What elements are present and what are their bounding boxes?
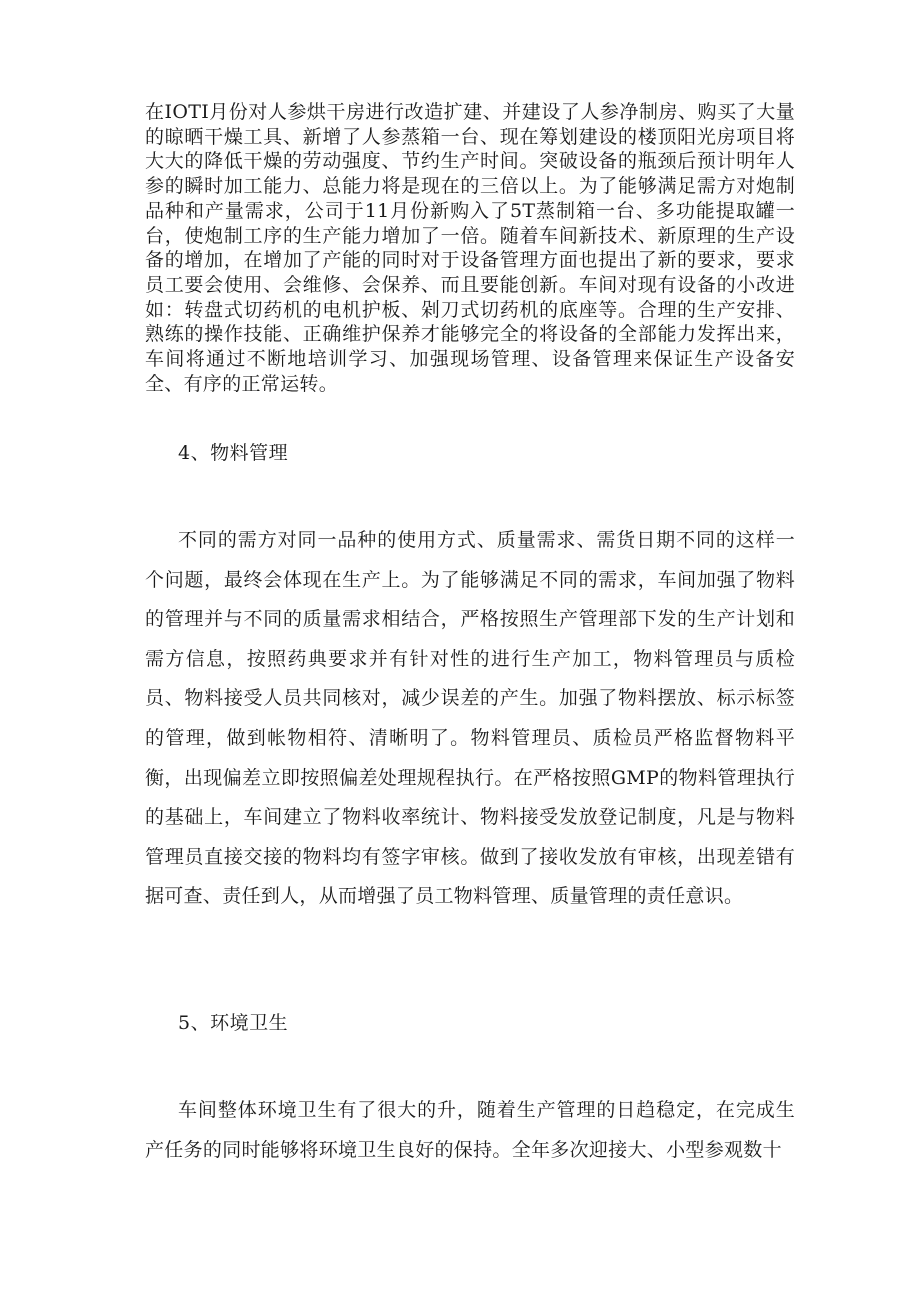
section-heading-material-management: 4、物料管理: [178, 442, 289, 464]
paragraph-equipment-management: 在IOTI月份对人参烘干房进行改造扩建、并建设了人参净制房、购买了大量的晾晒干燥工具、新增了人参蒸箱一台、现在筹划建设的楼顶阳光房项目将大大的降低干燥的劳动强度、节约生产时间。突破设备的瓶颈后预计明年人参的瞬时加工能力、总能力将是现在的三倍以上。为了能够满足需方对炮制品种和产量需求，公司于11月份新购入了5T蒸制箱一台、多功能提取罐一台，使炮制工序的生产能力增加了一倍。随着车间新技术、新原理的生产设备的增加，在增加了产能的同时对于设备管理方面也提出了新的要求，要求员工要会使用、会维修、会保养、而且要能创新。车间对现有设备的小改进如：转盘式切药机的电机护板、剁刀式切药机的底座等。合理的生产安排、熟练的操作技能、正确维护保养才能够完全的将设备的全部能力发挥出来，车间将通过不断地培训学习、加强现场管理、设备管理来保证生产设备安全、有序的正常运转。: [145, 101, 795, 395]
paragraph-material-management: 不同的需方对同一品种的使用方式、质量需求、需货日期不同的这样一个问题，最终会体现在生产上。为了能够满足不同的需求，车间加强了物料的管理并与不同的质量需求相结合，严格按照生产管理部下发的生产计划和需方信息，按照药典要求并有针对性的进行生产加工，物料管理员与质检员、物料接受人员共同核对，减少误差的产生。加强了物料摆放、标示标签的管理，做到帐物相符、清晰明了。物料管理员、质检员严格监督物料平衡，出现偏差立即按照偏差处理规程执行。在严格按照GMP的物料管理执行的基础上，车间建立了物料收率统计、物料接受发放登记制度，凡是与物料管理员直接交接的物料均有签字审核。做到了接收发放有审核，出现差错有据可查、责任到人，从而增强了员工物料管理、质量管理的责任意识。: [145, 529, 795, 908]
paragraph-environmental-hygiene: 车间整体环境卫生有了很大的升，随着生产管理的日趋稳定，在完成生产任务的同时能够将环境卫生良好的保持。全年多次迎接大、小型参观数十: [145, 1099, 795, 1161]
section-heading-environmental-hygiene: 5、环境卫生: [178, 1012, 289, 1034]
